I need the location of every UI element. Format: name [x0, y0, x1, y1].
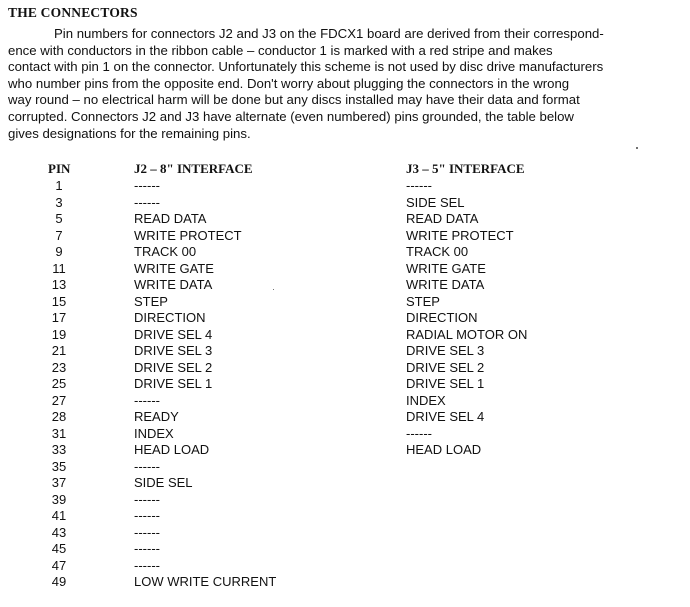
pin-number: 27	[51, 392, 67, 408]
paragraph-line: gives designations for the remaining pins.	[8, 125, 251, 141]
j2-signal: HEAD LOAD	[134, 442, 210, 457]
table-row	[0, 178, 690, 195]
pin-number: 21	[51, 343, 67, 358]
pin-number: 45	[51, 541, 67, 556]
table-row	[0, 459, 690, 476]
pin-number: 15	[51, 293, 67, 309]
table-row	[0, 294, 690, 311]
j2-signal: ------	[134, 458, 160, 474]
paragraph-line: Pin numbers for connectors J2 and J3 on the FDCX1 board are derived from their correspond-	[54, 26, 604, 41]
j3-signal: HEAD LOAD	[406, 442, 482, 457]
j3-signal: TRACK 00	[406, 244, 469, 259]
j2-signal: READ DATA	[134, 211, 207, 226]
j3-signal: READ DATA	[406, 211, 479, 226]
pin-number: 35	[51, 458, 67, 474]
j2-signal: ------	[134, 178, 160, 193]
table-row	[0, 393, 690, 410]
table-row	[0, 558, 690, 575]
table-row	[0, 195, 690, 212]
pin-number: 25	[51, 376, 67, 391]
j3-signal: WRITE DATA	[406, 277, 485, 292]
pin-number: 41	[51, 508, 67, 523]
j2-signal: ------	[134, 541, 160, 556]
pin-number: 19	[51, 326, 67, 342]
pin-number: 39	[51, 491, 67, 507]
j2-signal: READY	[134, 409, 179, 424]
table-row	[0, 475, 690, 492]
pin-number: 47	[51, 557, 67, 573]
table-row	[0, 343, 690, 360]
pin-number: 31	[51, 425, 67, 441]
j3-signal: ------	[406, 178, 432, 193]
j3-signal: ------	[406, 425, 432, 441]
table-row	[0, 360, 690, 377]
pin-number: 49	[51, 574, 67, 589]
j2-signal: ------	[134, 194, 160, 210]
table-row	[0, 492, 690, 509]
pin-number: 1	[55, 178, 63, 193]
table-row	[0, 211, 690, 228]
table-row	[0, 244, 690, 261]
paragraph-line: who number pins from the opposite end. Don't worry about plugging the connectors in the wrong	[8, 75, 570, 91]
j2-signal: DRIVE SEL 2	[134, 359, 213, 375]
table-row	[0, 409, 690, 426]
pin-number: 11	[52, 260, 66, 276]
j3-signal: RADIAL MOTOR ON	[406, 326, 528, 342]
j2-signal: WRITE DATA	[134, 277, 213, 292]
paragraph-line: contact with pin 1 on the connector. Unfortunately this scheme is not used by disc drive manufacturers	[8, 59, 604, 75]
table-row	[0, 525, 690, 542]
table-row	[0, 228, 690, 245]
pin-number: 43	[51, 524, 67, 540]
j3-signal: DRIVE SEL 4	[406, 409, 485, 424]
paragraph-line: corrupted. Connectors J2 and J3 have alternate (even numbered) pins grounded, the table below	[8, 108, 574, 124]
paragraph-line: ence with conductors in the ribbon cable – conductor 1 is marked with a red stripe and makes	[8, 42, 553, 58]
table-row	[0, 442, 690, 459]
j2-signal: LOW WRITE CURRENT	[134, 574, 277, 589]
paragraph-line: way round – no electrical harm will be done but any discs installed may have their data and format	[8, 92, 580, 108]
pin-number: 37	[51, 475, 67, 490]
table-row	[0, 310, 690, 327]
j2-column-header: J2 – 8" INTERFACE	[134, 161, 253, 176]
j2-signal: WRITE PROTECT	[134, 227, 242, 243]
j2-signal: INDEX	[134, 425, 174, 441]
table-row	[0, 541, 690, 558]
table-row	[0, 426, 690, 443]
j2-signal: ------	[134, 557, 160, 573]
j3-signal: DIRECTION	[406, 310, 478, 325]
scan-speck	[273, 289, 274, 290]
j2-signal: DRIVE SEL 4	[134, 326, 213, 342]
j2-signal: ------	[134, 508, 160, 523]
j2-signal: SIDE SEL	[134, 475, 193, 490]
j2-signal: DRIVE SEL 1	[134, 376, 213, 391]
table-row	[0, 574, 690, 591]
j2-signal: TRACK 00	[134, 244, 197, 259]
pin-number: 3	[55, 194, 63, 210]
j3-signal: STEP	[406, 293, 440, 309]
j3-signal: DRIVE SEL 1	[406, 376, 485, 391]
intro-paragraph	[8, 26, 684, 142]
pin-number: 33	[51, 442, 67, 457]
j2-signal: STEP	[134, 293, 168, 309]
pin-number: 7	[55, 227, 63, 243]
j3-signal: DRIVE SEL 2	[406, 359, 485, 375]
section-heading: THE CONNECTORS	[8, 5, 138, 20]
j2-signal: ------	[134, 491, 160, 507]
table-row	[0, 327, 690, 344]
pin-table	[0, 178, 690, 591]
pin-number: 13	[51, 277, 67, 292]
j3-signal: SIDE SEL	[406, 194, 465, 210]
j3-column-header: J3 – 5" INTERFACE	[406, 161, 525, 176]
j2-signal: DRIVE SEL 3	[134, 343, 213, 358]
j3-signal: DRIVE SEL 3	[406, 343, 485, 358]
table-row	[0, 277, 690, 294]
pin-number: 17	[51, 310, 67, 325]
j3-signal: WRITE GATE	[406, 260, 486, 276]
table-row	[0, 508, 690, 525]
j2-signal: DIRECTION	[134, 310, 206, 325]
j3-signal: INDEX	[406, 392, 446, 408]
j2-signal: ------	[134, 392, 160, 408]
table-row	[0, 376, 690, 393]
pin-number: 28	[51, 409, 67, 424]
scan-speck	[636, 147, 638, 149]
table-row	[0, 261, 690, 278]
pin-number: 23	[51, 359, 67, 375]
j2-signal: ------	[134, 524, 160, 540]
j3-signal: WRITE PROTECT	[406, 227, 514, 243]
pin-number: 5	[55, 211, 63, 226]
pin-column-header: PIN	[48, 161, 71, 176]
j2-signal: WRITE GATE	[134, 260, 214, 276]
pin-number: 9	[55, 244, 63, 259]
